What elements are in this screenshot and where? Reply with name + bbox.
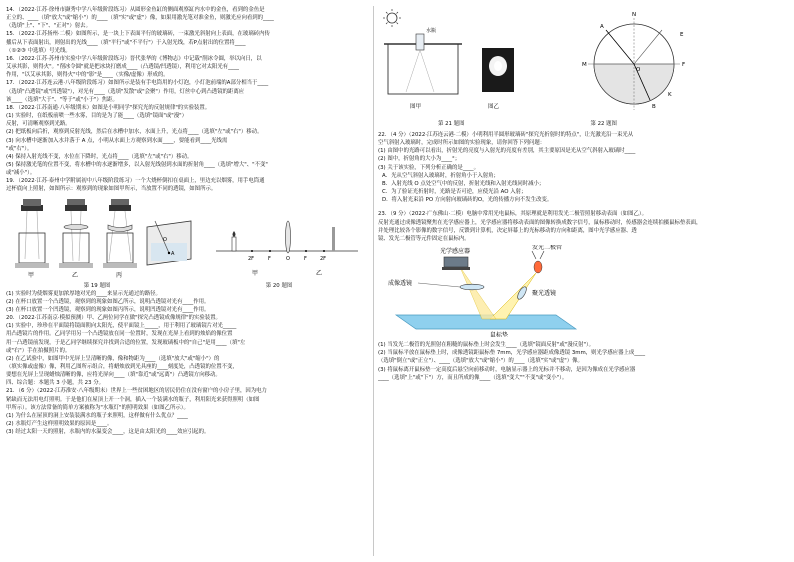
q22-line-1: 22．（4 分）（2022·江苏连云港·二模）小明利用半圆形玻璃砖"探究光折射时的特点"，让光激光沿一束光从 bbox=[378, 132, 634, 138]
q20-line-2: (1) 实验中，珍珍在平面镜将镜面朝向太阳光，使平面镜上_____，用于利用了玻璃镜片对光_____ bbox=[6, 323, 237, 330]
q19-line-2: 过杯底向上照射，如图所示：观察到的现象如图甲所示，当放置不同的透镜，如图所示。 bbox=[6, 186, 217, 193]
fig20-tick-f-left: F bbox=[267, 255, 271, 262]
q20-line-8: 要想在光屏上呈现蜡烛清晰的像，应将光屏向____（填"靠近"或"远离"）凸透镜方向移动。 bbox=[6, 372, 221, 379]
fig20-label-yi: 乙 bbox=[315, 269, 322, 277]
figure-20-diagram bbox=[212, 197, 362, 281]
fig22-letter-a: A bbox=[600, 24, 604, 30]
q20-line-7: （填实像或虚像）像，利用乙图所示组合，将蜡烛放到光具座的____刻度处，凸透镜的位置不变， bbox=[6, 364, 238, 370]
q15-line-1: 15．（2022·江苏扬州·二模）如图所示，是一块上下表面平行的玻璃砖，一束激光斜射向上表面，在玻璃砖内传 bbox=[6, 31, 270, 38]
q22-item-3: (3) 关于该实验，下列分析正确的是____。 bbox=[378, 164, 479, 171]
q21-item-2: (2) 水瓶灯产生这样照明效果的原因是____。 bbox=[6, 421, 113, 428]
q18-line-2: (1) 实验时，在纸板前喷一些水雾，目的是为了能____（选填"镜面"或"漫"） bbox=[6, 113, 187, 120]
figure-21-caption: 第 21 题图 bbox=[438, 121, 465, 127]
figure-19-diagram bbox=[15, 197, 195, 281]
q15-line-2: 播后从下表面射出，则射出的光线____（填"平行"或"不平行"）于入射光线，若P点射出的位置将____ bbox=[6, 39, 246, 46]
fig20-tick-f-right: F bbox=[303, 255, 307, 262]
right-column bbox=[378, 6, 788, 558]
mouse-label-imaging-lens: 成像透镜 bbox=[388, 280, 413, 288]
q20-line-5: 或"右"）手在拍摄照片的。 bbox=[6, 347, 71, 354]
figure-captions-19-20 bbox=[6, 282, 370, 290]
figures-19-20 bbox=[6, 195, 370, 281]
q18-line-8: (5) 保持激光笔的位置不变，将水槽中的水逐渐增多，以入射光线射到水面的折射角____（选填"增大"、"不变" bbox=[6, 161, 268, 168]
q19-item-3: (3) 在杯口放置一个凹透镜，观察到的现象如图丙所示，说明凹透镜对光有____作用。 bbox=[6, 306, 210, 313]
q23-block bbox=[378, 210, 788, 243]
q17-line-3: 该____（选填"大于"、"等于"或"小于"）焦距。 bbox=[6, 96, 118, 103]
mouse-label-led: 发光二极管 bbox=[532, 245, 563, 252]
fig22-letter-o: O bbox=[636, 67, 641, 73]
q22-item-2: (2) 图中，折射角的大小为____°； bbox=[378, 156, 461, 163]
q22-item-1: (1) 由图中的光路可以看出，折射光的亮度与入射光的亮度有差别，其主要原因是光从空气斜射入玻璃时____ bbox=[378, 148, 636, 155]
q18-line-7: (4) 保持入射光线不变，水位在下降时，光点将____（选填"左"或"右"）移动。 bbox=[6, 153, 193, 160]
q23-line-1: 23．（9 分）（2022·广东佛山·二模）电脑中常用光电鼠标，其原理就是利用发光二极管照射移动表面（如图乙）。 bbox=[378, 211, 648, 218]
fig20-tick-2f-left: 2F bbox=[247, 255, 254, 262]
q16-line-2: 艾承其影，则得火"。"削冰令圆"就是把冰块打磨成____（凸透镜/凹透镜），利用它对太阳光有____ bbox=[6, 64, 239, 71]
q18-line-3: 反射，可清晰观察到光路。 bbox=[6, 121, 71, 128]
q23-item-1: (1) 当发光二极管的光照射在粗糙的鼠标垫上时会发生____（选填"镜面反射"或"漫反射"）。 bbox=[378, 342, 595, 349]
q23-item-2-cont: （选填"倒立"或"正立"）、____（选填"放大"或"缩小"）的____（选填"实"或"虚"）像。 bbox=[378, 358, 583, 365]
q14-line-1: 14．（2022·江苏·徐州市撷秀中学八年级阶段练习）从圆形金鱼缸的侧面观察缸内水中的金鱼，看到的金鱼是 bbox=[6, 7, 265, 13]
mouse-label-pad: 鼠标垫 bbox=[490, 332, 509, 338]
q16-line-1: 16．（2022·江苏·苏州市实验中学八年级阶段练习）晋代张华的《博物志》中记载"削冰令圆，举以向日，以 bbox=[6, 55, 262, 62]
q14-line-3: （选填"上"、"下"、"正对"）射去。 bbox=[6, 23, 91, 30]
fig20-tick-o: O bbox=[285, 255, 290, 262]
fig22-letter-n: N bbox=[632, 12, 637, 18]
fig20-tick-2f-right: 2F bbox=[319, 255, 326, 262]
q23-item-3: (3) 将鼠标离开鼠标垫一定高度后悬空向前移动时，电脑显示器上的光标并不移动，是因为像成在光学感应器 bbox=[378, 366, 636, 373]
fig22-letter-f: F bbox=[682, 62, 686, 68]
q23-item-2: (2) 当鼠标平放在鼠标垫上时，成像透镜距鼠标垫 7mm，光学感应器距成像透镜 3mm，则光学感应器上成____ bbox=[378, 350, 646, 357]
q22-option-d: D．将入射光束沿 PO 方向射向玻璃砖的O，光的传播方向不发生改变。 bbox=[382, 197, 553, 204]
q23-line-2: 反射光通过成像透镜聚焦在光学感应器上，光学感应器将移动表面的图像转换成数字信号，鼠标移动时，传感器会连续拍摄鼠标垫表面， bbox=[378, 219, 702, 226]
q23-items-block bbox=[378, 341, 788, 382]
q22-block bbox=[378, 131, 788, 204]
q23-item-3-cont: ____（选填"上"或"下"）方，而且所成的像____（选填"变大""不变"或"变小"）。 bbox=[378, 374, 568, 381]
figure-20-caption: 第 20 题图 bbox=[265, 282, 293, 289]
fig19-label-bing: 丙 bbox=[115, 271, 122, 279]
left-column bbox=[6, 6, 370, 558]
figures-21-22 bbox=[378, 6, 788, 120]
fig21-label-yi: 图乙 bbox=[488, 104, 500, 110]
mouse-optics-diagram bbox=[386, 245, 606, 337]
q18-line-9: 或"减小"）。 bbox=[6, 170, 36, 177]
q16-line-3: 作用，"以艾承其影，则得火"中的"影"是____（实像/虚像）形成的。 bbox=[6, 72, 169, 79]
q19-item-2: (2) 在杯口放置一个凸透镜，观察到的现象如图乙所示，说明凸透镜对光有____作用。 bbox=[6, 298, 210, 305]
mouse-optics-figure bbox=[386, 245, 788, 339]
q17-line-1: 17．（2022·江苏连云港·八年级阶段练习）如图所示是装有手电筒用的小灯泡，小灯泡前端的A部分相当于____ bbox=[6, 80, 269, 87]
q20-line-1: 20．（2022·江苏南京·模拟预测）甲、乙两位同学在做"探究凸透镜成像规律"的实验装置。 bbox=[6, 315, 221, 322]
left-pre-block bbox=[6, 6, 370, 194]
q22-option-c: C．为了验证光折射时，光路是否可逆，应使光沿 AO 入射； bbox=[382, 189, 527, 196]
mouse-label-focus-lens: 聚光透镜 bbox=[532, 290, 557, 298]
fig22-letter-m: M bbox=[582, 62, 587, 68]
q22-line-2: 空气斜射入玻璃时，完成时所示如图的实验现象，请你回答下列问题： bbox=[378, 140, 546, 147]
figure-22-caption: 第 22 题图 bbox=[590, 121, 617, 127]
q14-line-2: 正立的、____（填"放大"或"缩小"）的____（填"实"或"虚"）像，如果用激光笔对准金鱼，则激光应向看到的____ bbox=[6, 15, 274, 22]
q23-line-4: 镜、发光二极管等元件固定在鼠标内。 bbox=[378, 235, 470, 242]
section-four-heading: 四、综合题：本题共 3 小题，共 23 分。 bbox=[6, 380, 105, 387]
fig21-bottle-label: 水瓶 bbox=[426, 28, 437, 34]
figure-22-diagram bbox=[548, 8, 698, 120]
q20-line-6: (2) 在乙试验中，如图甲中光屏上呈清晰的像，像和物距为____（选填"放大"或"缩小"）的 bbox=[6, 355, 220, 362]
q18-line-6: "或"右"）。 bbox=[6, 145, 33, 152]
q21-item-1: (1) 为什么在屋顶的洞上安装装满水的瓶子来照明，这样做有什么优点？____ bbox=[6, 412, 188, 419]
fig19-label-yi: 乙 bbox=[71, 271, 78, 279]
column-divider bbox=[373, 6, 374, 556]
mouse-label-sensor: 光学感应器 bbox=[440, 248, 471, 256]
figure-captions-21-22 bbox=[378, 120, 788, 128]
q21-item-3: (3) 经过太阳一天的照射，水瓶内的水温变会____，这是由太阳光的____效应引起的。 bbox=[6, 429, 210, 436]
fig19-point-o: O bbox=[162, 236, 167, 243]
fig22-letter-e: E bbox=[680, 32, 684, 38]
fig22-letter-b: B bbox=[652, 104, 656, 110]
fig19-label-jia: 甲 bbox=[27, 271, 34, 279]
q22-option-a: A．光从空气斜射入玻璃时，折射角小于入射角； bbox=[382, 172, 499, 179]
q19-line-1: 19．（2022·江苏·泰州中学附属初中八年级阶段练习）一个大烧杯倒扣在桌面上，里边充以烟雾，用手电筒通 bbox=[6, 178, 265, 185]
q18-line-4: (2) 把纸板向后折，观察到反射光线，然后在水槽中加水，水面上升，光点将____（选填"左"或"右"）移动。 bbox=[6, 129, 263, 136]
fig21-label-jia: 图甲 bbox=[410, 104, 422, 110]
q22-option-b: B．入射光线 O 点处空气中的反射，折射光线和入射光线同时减小； bbox=[382, 180, 545, 187]
left-post-block bbox=[6, 290, 370, 437]
q21-line-1: 21．（6 分）（2022·江苏淮安·八年级期末）世界上一些贫困地区的居民仍住在没有窗户的小房子里，因为电力 bbox=[6, 388, 267, 395]
q18-line-1: 18．（2022·江苏南通·八年级期末）如图是小明同学"探究光的反射规律"的实验装置。 bbox=[6, 104, 211, 111]
figure-21-diagram bbox=[378, 8, 548, 120]
q18-line-5: (3) 向水槽中逐渐加入水并落于 A 点，小明从水面上方观察到水面____，要能看到____光线需 bbox=[6, 137, 228, 144]
q21-line-2: 紧缺而无法用电灯照明。于是他们在屋顶上开一个洞，插入一个装满水的瓶子，利用阳光来获得照明（如图 bbox=[6, 396, 260, 403]
fig19-point-a: A bbox=[170, 250, 174, 257]
q17-line-2: （选填"凸透镜"或"凹透镜"），对光有____（选填"发散"或"会聚"）作用，灯丝中心到凸透镜的距离应 bbox=[6, 88, 245, 95]
fig20-label-jia: 甲 bbox=[251, 269, 258, 277]
q20-line-3: 用凸透镜片的作用。乙同学用另一个凸透镜放在同一位置时，发现在光屏上看到的烛焰的像位置 bbox=[6, 331, 233, 338]
q21-line-3: 甲所示）。该方法常备的简单方案被称为"水瓶灯"的照明效果（如图乙所示）。 bbox=[6, 404, 189, 411]
q15-line-3: （①②③ 中选填）号光线。 bbox=[6, 47, 71, 54]
fig22-letter-k: K bbox=[668, 92, 672, 98]
q23-line-3: 并处理比较各个影像的数字信号，反馈到计算机，决定屏幕上的光标移动的方向和距离，图中光学感应器、透 bbox=[378, 227, 637, 234]
q19-item-1: (1) 实验时为使烟雾更加浓厚地对光的____来显示光通过的路径。 bbox=[6, 290, 161, 297]
q20-line-4: 用一凸透镜前发现，于是乙同学继续探究并找到合适的位置，发现玻璃板中的"自己"是用____（填"左 bbox=[6, 339, 246, 346]
figure-19-caption: 第 19 题图 bbox=[83, 282, 111, 289]
